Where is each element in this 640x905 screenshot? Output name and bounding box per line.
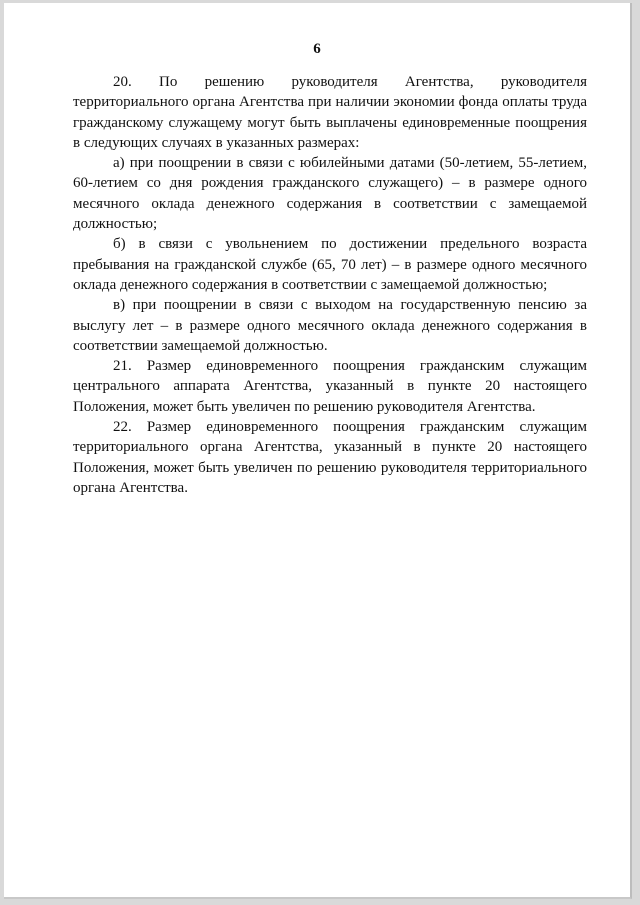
paragraph-21: 21. Размер единовременного поощрения гражданским служащим центрального аппарата Агентства, указанный в пункте 20 настоящего Положения, может быть увеличен по решению руководителя Агентства. — [73, 358, 587, 415]
paragraph-20v: в) при поощрении в связи с выходом на государственную пенсию за выслугу лет – в размере одного месячного оклада денежного содержания в соответствии замещаемой должностью. — [73, 297, 587, 354]
document-body — [73, 72, 587, 498]
paragraph-20: 20. По решению руководителя Агентства, руководителя территориального органа Агентства при наличии экономии фонда оплаты труда гражданскому служащему могут быть выплачены единовременные поощрения в следующих случаях в указанных размерах: — [73, 74, 587, 151]
document-page — [4, 3, 632, 899]
paragraph-20a: а) при поощрении в связи с юбилейными датами (50-летием, 55-летием, 60-летием со дня рождения гражданского служащего) – в размере одного месячного оклада денежного содержания в соответствии с замещаемой должностью; — [73, 155, 587, 233]
paragraph-20b: б) в связи с увольнением по достижении предельного возраста пребывания на гражданской службе (65, 70 лет) – в размере одного месячного оклада денежного содержания в соответствии с замещаемой должностью; — [73, 236, 587, 293]
page-number: 6 — [313, 41, 321, 57]
paragraph-22: 22. Размер единовременного поощрения гражданским служащим территориального органа Агентства, указанный в пункте 20 настоящего Положения, может быть увеличен по решению руководителя территориального органа Агентства. — [73, 419, 587, 496]
